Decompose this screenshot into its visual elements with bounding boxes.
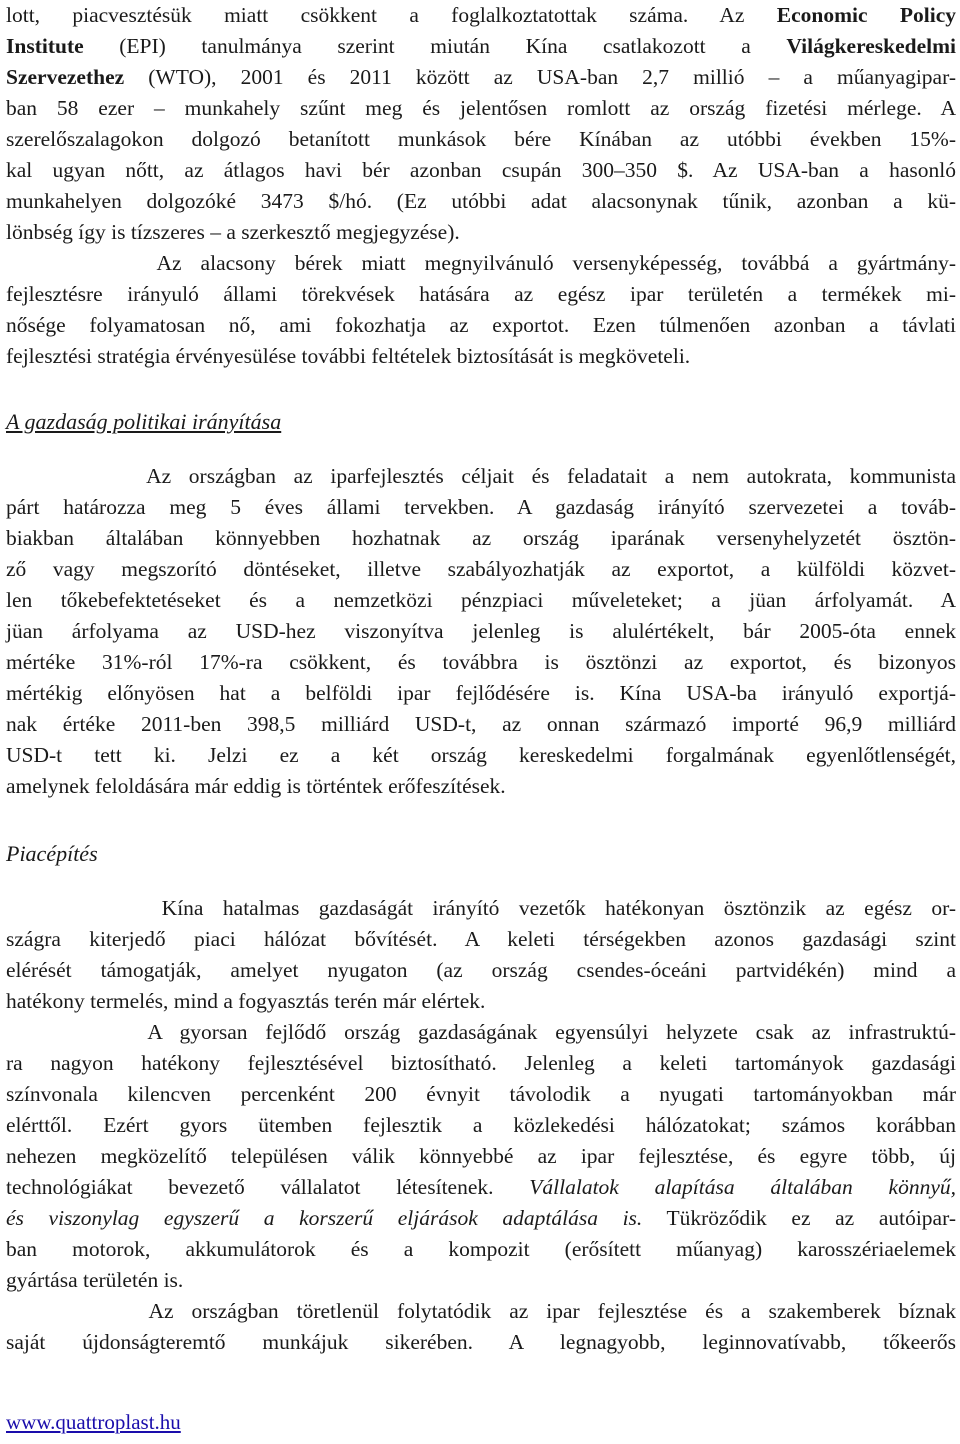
text-line [6,31,956,62]
text-line [6,124,956,155]
text-run: kal ugyan nőtt, az átlagos havi bér azonban csupán 300–350 $. Az USA-ban a hasonló [6,158,956,182]
text-line [6,740,956,771]
text-run: (EPI) tanulmánya szerint miután Kína csatlakozott a [83,34,787,58]
text-run: saját újdonságteremtő munkájuk sikerében. A legnagyobb, leginnovatívabb, tőkeerős [6,1330,956,1354]
text-line [6,93,956,124]
text-run: munkahelyen dolgozóké 3473 $/hó. (Ez utóbbi adat alacsonynak tűnik, azonban a kü- [6,189,956,213]
text-line [6,248,956,279]
text-run: Az országban töretlenül folytatódik az ipar fejlesztése és a szakemberek bíznak [6,1299,956,1323]
text-line [6,986,956,1017]
text-line [6,1265,956,1296]
text-run: ban motorok, akkumulátorok és a kompozit (erősített műanyag) karosszériaelemek [6,1237,956,1261]
text-line [6,647,956,678]
text-line [6,1110,956,1141]
text-line [6,924,956,955]
text-line [6,1296,956,1327]
text-run: mértéke 31%-ról 17%-ra csökkent, és továbbra is ösztönzi az exportot, és bizonyos [6,650,956,674]
text-run: Az alacsony bérek miatt megnyilvánuló versenyképesség, továbbá a gyártmány- [6,251,956,275]
text-run: ző vagy megszorító döntéseket, illetve szabályozhatják az exportot, a külföldi közvet- [6,557,956,581]
text-line [6,678,956,709]
text-line [6,1203,956,1234]
text-line [6,1141,956,1172]
text-line [6,62,956,93]
text-line [6,1172,956,1203]
text-run: biakban általában könnyebben hozhatnak az ország iparának versenyhelyzetét ösztön- [6,526,956,550]
text-line [6,554,956,585]
italic-text: és viszonylag egyszerű a korszerű eljárások adaptálása is. [6,1206,643,1230]
text-run: elérését támogatják, amelyet nyugaton (az ország csendes-óceáni partvidékén) mind a [6,958,956,982]
text-line [6,492,956,523]
text-run: nősége folyamatosan nő, ami fokozhatja az exportot. Ezen túlmenően azonban a távlati [6,313,956,337]
text-line [6,1327,956,1358]
text-run: ra nagyon hatékony fejlesztésével biztosítható. Jelenleg a keleti tartományok gazdasági [6,1051,956,1075]
text-run: szerelőszalagokon dolgozó betanított munkások bére Kínában az utóbbi években 15%- [6,127,956,151]
text-line [6,955,956,986]
text-line [6,341,956,372]
text-run: lott, piacvesztésük miatt csökkent a foglalkoztatottak száma. Az [6,3,777,27]
italic-text: Vállalatok alapítása általában könnyű, [529,1175,956,1199]
text-line [6,1048,956,1079]
text-run: hatékony termelés, mind a fogyasztás terén már elértek. [6,989,486,1013]
text-run: (WTO), 2001 és 2011 között az USA-ban 2,7 millió – a műanyagipar- [124,65,956,89]
text-run: ban 58 ezer – munkahely szűnt meg és jelentősen romlott az ország fizetési mérlege. A [6,96,956,120]
body-text-section-3 [6,893,956,1358]
text-line [6,1017,956,1048]
text-run: gyártása területén is. [6,1268,184,1292]
text-run: nak értéke 2011-ben 398,5 milliárd USD-t, az onnan származó importé 96,9 milliárd [6,712,956,736]
bold-text: Institute [6,34,84,58]
text-line [6,1234,956,1265]
text-run: USD-t tett ki. Jelzi ez a két ország kereskedelmi forgalmának egyenlőtlenségét, [6,743,956,767]
text-run: fejlesztésre irányuló állami törekvések hatására az egész ipar területén a termékek mi- [6,282,956,306]
text-run: A gyorsan fejlődő ország gazdaságának egyensúlyi helyzete csak az infrastruktú- [6,1020,956,1044]
text-line [6,523,956,554]
text-line [6,217,956,248]
text-run: párt határozza meg 5 éves állami tervekben. A gazdaság irányító szervezetei a továb- [6,495,956,519]
text-line [6,155,956,186]
text-run: szágra kiterjedő piaci hálózat bővítését. A keleti térségekben azonos gazdasági szint [6,927,956,951]
text-line [6,585,956,616]
body-text-section-1 [6,0,956,372]
body-text-section-2 [6,461,956,802]
text-run: Tükröződik ez az autóipar- [642,1206,956,1230]
text-run: jüan árfolyama az USD-hez viszonyítva jelenleg is alulértékelt, bár 2005-óta ennek [6,619,956,643]
text-run: len tőkebefektetéseket és a nemzetközi pénzpiaci műveleteket; a jüan árfolyamát. A [6,588,956,612]
text-run: mértékig előnyösen hat a belföldi ipar fejlődésére is. Kína USA-ba irányuló exportjá- [6,681,956,705]
text-run: színvonala kilencven percenként 200 évnyit távolodik a nyugati tartományokban már [6,1082,956,1106]
text-run: elérttől. Ezért gyors ütemben fejlesztik a közlekedési hálózatokat; számos korábban [6,1113,956,1137]
section-heading-politikai-iranyitas: A gazdaság politikai irányítása [6,409,282,434]
text-run: nehezen megközelítő településen válik könnyebbé az ipar fejlesztése, és egyre több, új [6,1144,956,1168]
text-line [6,709,956,740]
section-heading-piacepites: Piacépítés [6,841,98,866]
text-run: Az országban az iparfejlesztés céljait és feladatait a nem autokrata, kommunista [6,464,956,488]
bold-text: Szervezethez [6,65,125,89]
text-line [6,1079,956,1110]
text-line [6,616,956,647]
text-run: technológiákat bevezető vállalatot létesítenek. [6,1175,530,1199]
text-run: Kína hatalmas gazdaságát irányító vezetők hatékonyan ösztönzik az egész or- [6,896,956,920]
text-line [6,771,956,802]
text-run: amelynek feloldására már eddig is történtek erőfeszítések. [6,774,506,798]
footer-website-link[interactable]: www.quattroplast.hu [6,1410,181,1434]
bold-text: Világkereskedelmi [786,34,956,58]
text-line [6,186,956,217]
text-line [6,0,956,31]
text-run: fejlesztési stratégia érvényesülése további feltételek biztosítását is megköveteli. [6,344,691,368]
text-run: lönbség így is tízszeres – a szerkesztő megjegyzése). [6,220,460,244]
text-line [6,893,956,924]
text-line [6,279,956,310]
bold-text: Economic Policy [776,3,957,27]
text-line [6,461,956,492]
text-line [6,310,956,341]
